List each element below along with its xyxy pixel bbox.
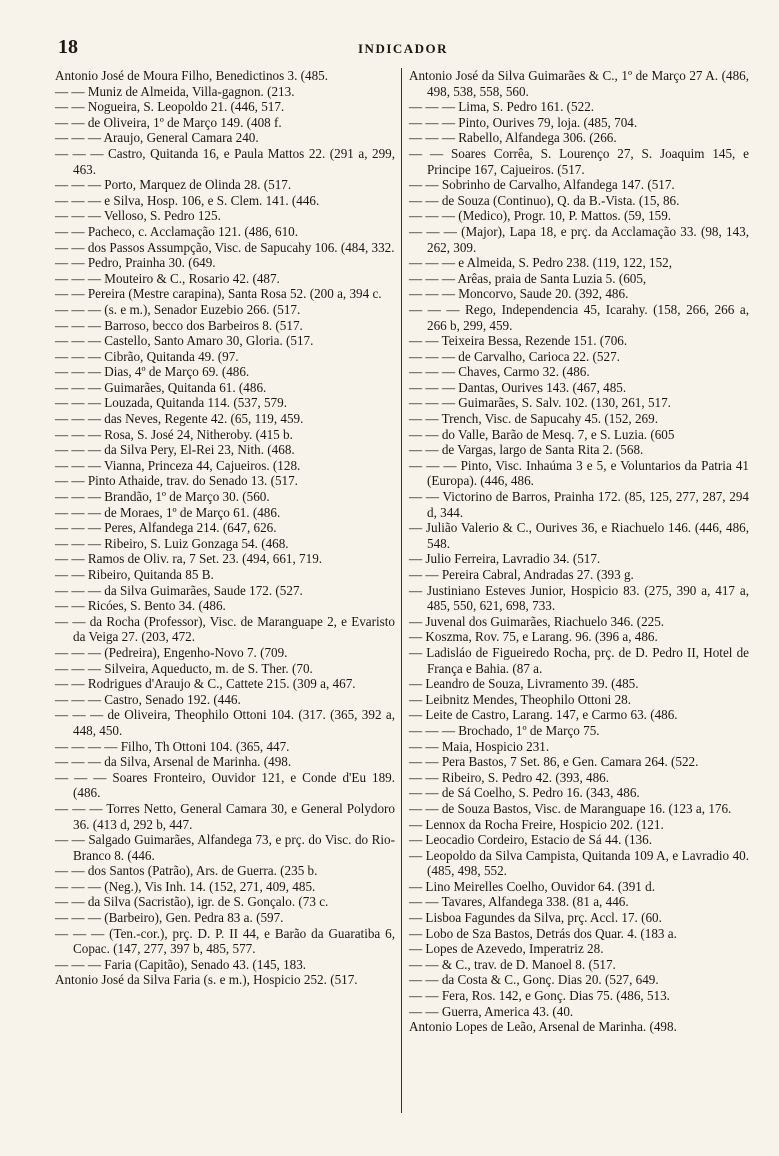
directory-entry: — — — (Ten.-cor.), prç. D. P. II 44, e Barão da Guaratiba 6, Copac. (147, 277, 397 b, 485, 577. (55, 925, 395, 957)
directory-entry: — Leopoldo da Silva Campista, Quitanda 109 A, e Lavradio 40. (485, 498, 552. (409, 847, 749, 879)
directory-entry: — — Muniz de Almeida, Villa-gagnon. (213. (55, 83, 295, 99)
directory-entry: — Justiniano Esteves Junior, Hospicio 83. (275, 390 a, 417 a, 485, 550, 621, 698, 733. (409, 582, 749, 614)
directory-entry: — Lennox da Rocha Freire, Hospicio 202. (121. (409, 816, 664, 832)
directory-entry: — — — Mouteiro & C., Rosario 42. (487. (55, 270, 280, 286)
directory-entry: — — Pereira (Mestre carapina), Santa Rosa 52. (200 a, 394 c. (55, 286, 382, 302)
directory-entry: — — — da Silva Guimarães, Saude 172. (527. (55, 582, 303, 598)
directory-entry: — — Salgado Guimarães, Alfandega 73, e prç. do Visc. do Rio-Branco 8. (446. (55, 832, 395, 863)
directory-entry: — — — Moncorvo, Saude 20. (392, 486. (409, 286, 629, 302)
directory-entry: — — — (Pedreira), Engenho-Novo 7. (709. (55, 644, 288, 660)
directory-entry: — — — Castro, Senado 192. (446. (55, 691, 241, 707)
directory-entry: — — — da Silva Pery, El-Rei 23, Nith. (468. (55, 442, 295, 458)
directory-entry: — — — Pinto, Visc. Inhaúma 3 e 5, e Voluntarios da Patria 41 (Europa). (446, 486. (409, 457, 749, 489)
running-title: INDICADOR (358, 41, 449, 56)
directory-entry: — — Pedro, Prainha 30. (649. (55, 255, 216, 271)
directory-entry: — — Trench, Visc. de Sapucahy 45. (152, 269. (409, 411, 658, 427)
directory-entry: — — Nogueira, S. Leopoldo 21. (446, 517. (55, 99, 285, 115)
directory-entry: — — — Rego, Independencia 45, Icarahy. (158, 266, 266 a, 266 b, 299, 459. (409, 301, 749, 333)
directory-entry: — — — — Filho, Th Ottoni 104. (365, 447. (55, 738, 290, 754)
directory-entry: — Lopes de Azevedo, Imperatriz 28. (409, 941, 604, 957)
directory-entry: — — da Silva (Sacristão), igr. de S. Gonçalo. (73 c. (55, 894, 329, 910)
directory-entry: — — Rodrigues d'Araujo & C., Cattete 215. (309 a, 467. (55, 676, 356, 692)
directory-entry: — — — Dias, 4º de Março 69. (486. (55, 364, 250, 380)
directory-entry: — — — Barroso, becco dos Barbeiros 8. (517. (55, 317, 303, 333)
directory-entry: — Lobo de Sza Bastos, Detrás dos Quar. 4. (183 a. (409, 925, 677, 941)
directory-entry: — Lisboa Fagundes da Silva, prç. Accl. 17. (60. (409, 910, 662, 926)
directory-entry: — — — Araujo, General Camara 240. (55, 130, 259, 146)
directory-entry: — — — da Silva, Arsenal de Marinha. (498. (55, 754, 292, 770)
directory-entry: — Julio Ferreira, Lavradio 34. (517. (409, 551, 601, 567)
directory-entry: — — Ribeiro, Quitanda 85 B. (55, 567, 214, 582)
directory-entry: — — Soares Corrêa, S. Lourenço 27, S. Joaquim 145, e Principe 167, Cajueiros. (517. (409, 145, 749, 177)
directory-entry: — — dos Passos Assumpção, Visc. de Sapucahy 106. (484, 332. (55, 239, 395, 255)
directory-entry: — — & C., trav. de D. Manoel 8. (517. (409, 956, 616, 972)
directory-entry: — — — Ribeiro, S. Luiz Gonzaga 54. (468. (55, 535, 289, 551)
directory-entry: — — de Sá Coelho, S. Pedro 16. (343, 486. (409, 785, 640, 801)
directory-entry: — Leite de Castro, Larang. 147, e Carmo 63. (486. (409, 707, 678, 723)
directory-entry: — — Tavares, Alfandega 338. (81 a, 446. (409, 894, 629, 910)
directory-entry: Antonio José de Moura Filho, Benedictinos 3. (485. (55, 68, 329, 83)
directory-entry: — — Victorino de Barros, Prainha 172. (85, 125, 277, 287, 294 d, 344. (409, 489, 749, 520)
directory-entry: — — — Vianna, Princeza 44, Cajueiros. (128. (55, 457, 301, 473)
left-column (55, 68, 395, 988)
directory-entry: — — de Oliveira, 1º de Março 149. (408 f. (55, 114, 282, 130)
directory-entry: — — Pacheco, c. Acclamação 121. (486, 610. (55, 223, 299, 239)
directory-entry: — — — Porto, Marquez de Olinda 28. (517. (55, 177, 292, 193)
directory-entry: Antonio José da Silva Faria (s. e m.), Hospicio 252. (517. (55, 972, 358, 988)
directory-entry: — — — e Silva, Hosp. 106, e S. Clem. 141. (446. (55, 192, 320, 208)
directory-entry: — — — Soares Fronteiro, Ouvidor 121, e Conde d'Eu 189. (486. (55, 769, 395, 801)
directory-entry: — — Fera, Ros. 142, e Gonç. Dias 75. (486, 513. (409, 988, 670, 1004)
right-column (409, 68, 749, 1035)
directory-entry: — — — Arêas, praia de Santa Luzia 5. (605, (409, 270, 647, 286)
directory-entry: — — — (s. e m.), Senador Euzebio 266. (517. (55, 301, 301, 317)
directory-entry: — Juvenal dos Guimarães, Riachuelo 346. (225. (409, 613, 665, 629)
directory-entry: — — — Rabello, Alfandega 306. (266. (409, 130, 617, 146)
directory-entry: — — de Souza (Continuo), Q. da B.-Vista. (15, 86. (409, 192, 680, 208)
directory-entry: — — — (Major), Lapa 18, e prç. da Acclamação 33. (98, 143, 262, 309. (409, 223, 749, 255)
directory-entry: — — — Peres, Alfandega 214. (647, 626. (55, 520, 277, 536)
directory-entry: — — — Castello, Santo Amaro 30, Gloria. (517. (55, 333, 314, 349)
directory-entry: — — Ribeiro, S. Pedro 42. (393, 486. (409, 769, 610, 785)
directory-entry: — Leibnitz Mendes, Theophilo Ottoni 28. (409, 691, 632, 707)
directory-entry: — — — Louzada, Quitanda 114. (537, 579. (55, 395, 287, 411)
directory-entry: — — Teixeira Bessa, Rezende 151. (706. (409, 333, 628, 349)
directory-entry: — — — Guimarães, S. Salv. 102. (130, 261, 517. (409, 395, 671, 411)
directory-entry: — Ladisláo de Figueiredo Rocha, prç. de D. Pedro II, Hotel de França e Bahia. (87 a. (409, 644, 749, 676)
directory-entry: — — — Pinto, Ourives 79, loja. (485, 704. (409, 114, 638, 130)
directory-entry: — — do Valle, Barão de Mesq. 7, e S. Luzia. (605 (409, 426, 675, 442)
directory-entry: — — — das Neves, Regente 42. (65, 119, 459. (55, 411, 304, 427)
directory-entry: — — — Rosa, S. José 24, Nitheroby. (415 b. (55, 426, 293, 442)
directory-entry: — — — de Oliveira, Theophilo Ottoni 104. (317. (365, 392 a, 448, 450. (55, 707, 395, 738)
directory-entry: — — — Cibrão, Quitanda 49. (97. (55, 348, 239, 364)
directory-entry: — — de Vargas, largo de Santa Rita 2. (568. (409, 442, 644, 458)
directory-entry: — — da Costa & C., Gonç. Dias 20. (527, 649. (409, 972, 659, 988)
directory-entry: — Julião Valerio & C., Ourives 36, e Riachuelo 146. (446, 486, 548. (409, 520, 749, 551)
page-header (58, 36, 758, 58)
directory-entry: — — — Brochado, 1º de Março 75. (409, 722, 600, 738)
directory-entry: — Leocadio Cordeiro, Estacio de Sá 44. (136. (409, 832, 653, 848)
directory-entry: — — — de Carvalho, Carioca 22. (527. (409, 348, 620, 364)
directory-entry: — — — Torres Netto, General Camara 30, e General Polydoro 36. (413 d, 292 b, 447. (55, 800, 395, 832)
directory-entry: Antonio Lopes de Leão, Arsenal de Marinha. (498. (409, 1019, 677, 1035)
directory-entry: — — dos Santos (Patrão), Ars. de Guerra. (235 b. (55, 863, 318, 879)
directory-columns (55, 68, 767, 1128)
directory-entry: — — Maia, Hospicio 231. (409, 738, 550, 754)
directory-entry: — — Guerra, America 43. (40. (409, 1003, 574, 1019)
directory-entry: — Leandro de Souza, Livramento 39. (485. (409, 676, 639, 692)
directory-entry: — — — Guimarães, Quitanda 61. (486. (55, 379, 267, 395)
directory-entry: — — Ramos de Oliv. ra, 7 Set. 23. (494, 661, 719. (55, 551, 323, 567)
directory-entry: — — Pera Bastos, 7 Set. 86, e Gen. Camara 264. (522. (409, 754, 699, 770)
directory-entry: — — — Silveira, Aqueducto, m. de S. Ther. (70. (55, 660, 313, 676)
directory-entry: — Lino Meirelles Coelho, Ouvidor 64. (391 d. (409, 878, 655, 894)
directory-entry: — — Pinto Athaide, trav. do Senado 13. (517. (55, 473, 298, 489)
directory-entry: — — Ricóes, S. Bento 34. (486. (55, 598, 226, 614)
directory-entry: — — — (Medico), Progr. 10, P. Mattos. (59, 159. (409, 208, 672, 224)
directory-entry: — — — e Almeida, S. Pedro 238. (119, 122, 152, (409, 255, 673, 271)
directory-entry: — — de Souza Bastos, Visc. de Maranguape 16. (123 a, 176. (409, 800, 732, 816)
directory-entry: — — — Dantas, Ourives 143. (467, 485. (409, 379, 627, 395)
directory-entry: — — da Rocha (Professor), Visc. de Maranguape 2, e Evaristo da Veiga 27. (203, 472. (55, 613, 395, 645)
directory-entry: — — — de Moraes, 1º de Março 61. (486. (55, 504, 281, 520)
directory-entry: Antonio José da Silva Guimarães & C., 1º de Março 27 A. (486, 498, 538, 558, 560. (409, 68, 749, 99)
directory-entry: — — Sobrinho de Carvalho, Alfandega 147. (517. (409, 177, 675, 193)
directory-entry: — — — (Neg.), Vis Inh. 14. (152, 271, 409, 485. (55, 878, 316, 894)
directory-entry: — — — Brandão, 1º de Março 30. (560. (55, 489, 270, 505)
directory-entry: — — — (Barbeiro), Gen. Pedra 83 a. (597. (55, 910, 284, 926)
directory-entry: — Koszma, Rov. 75, e Larang. 96. (396 a, 486. (409, 629, 658, 645)
page-number: 18 (58, 36, 78, 58)
directory-entry: — — — Velloso, S. Pedro 125. (55, 208, 221, 224)
directory-entry: — — — Lima, S. Pedro 161. (522. (409, 99, 595, 115)
directory-entry: — — — Chaves, Carmo 32. (486. (409, 364, 590, 380)
directory-entry: — — — Castro, Quitanda 16, e Paula Mattos 22. (291 a, 299, 463. (55, 145, 395, 177)
column-divider (401, 68, 402, 1113)
directory-entry: — — Pereira Cabral, Andradas 27. (393 g. (409, 567, 634, 582)
directory-entry: — — — Faria (Capitão), Senado 43. (145, 183. (55, 956, 307, 972)
